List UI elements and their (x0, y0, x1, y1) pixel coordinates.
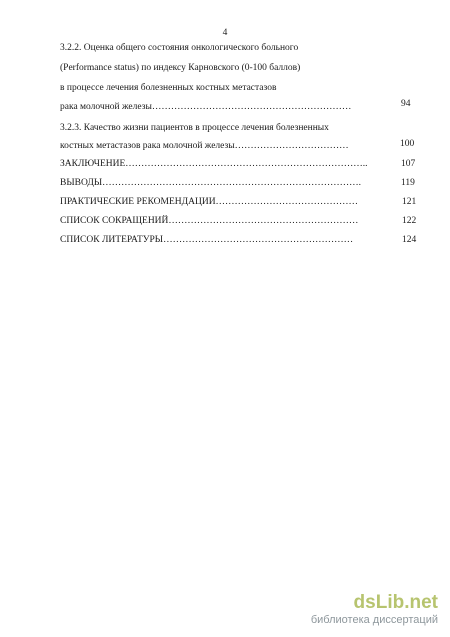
toc-page-references: 124 (402, 235, 417, 245)
toc-entry-3-2-2-line-4: рака молочной железы……………………………………………………… (60, 102, 352, 112)
toc-entry-3-2-3-line-2: костных метастазов рака молочной железы……………………………… (60, 141, 349, 151)
toc-entry-recommendations: ПРАКТИЧЕСКИЕ РЕКОМЕНДАЦИИ……………………………………… (60, 197, 359, 207)
toc-page-conclusion: 107 (401, 159, 416, 169)
toc-page-3-2-2: 94 (401, 99, 411, 109)
toc-entry-references: СПИСОК ЛИТЕРАТУРЫ…………………………………………………… (60, 235, 354, 245)
toc-entry-findings: ВЫВОДЫ………………………………………………………………………. (60, 178, 361, 188)
toc-page-3-2-3: 100 (400, 139, 415, 149)
toc-page-findings: 119 (401, 178, 415, 188)
toc-entry-conclusion: ЗАКЛЮЧЕНИЕ………………………………………………………………….. (60, 159, 368, 169)
toc-entry-3-2-2-line-1: 3.2.2. Оценка общего состояния онкологического больного (60, 43, 299, 53)
watermark (278, 593, 438, 627)
toc-entry-3-2-2-line-3: в процессе лечения болезненных костных метастазов (60, 83, 277, 93)
watermark-subtitle: библиотека диссертаций (310, 614, 438, 626)
toc-entry-3-2-2-line-2: (Performance status) по индексу Карновского (0-100 баллов) (60, 63, 301, 73)
toc-entry-abbreviations: СПИСОК СОКРАЩЕНИЙ…………………………………………………… (60, 216, 359, 226)
toc-page-recommendations: 121 (402, 197, 417, 207)
toc-page-abbreviations: 122 (402, 216, 417, 226)
page-number: 4 (222, 28, 228, 38)
toc-entry-3-2-3-line-1: 3.2.3. Качество жизни пациентов в процессе лечения болезненных (60, 123, 329, 133)
watermark-logo: dsLib.net (353, 592, 438, 613)
